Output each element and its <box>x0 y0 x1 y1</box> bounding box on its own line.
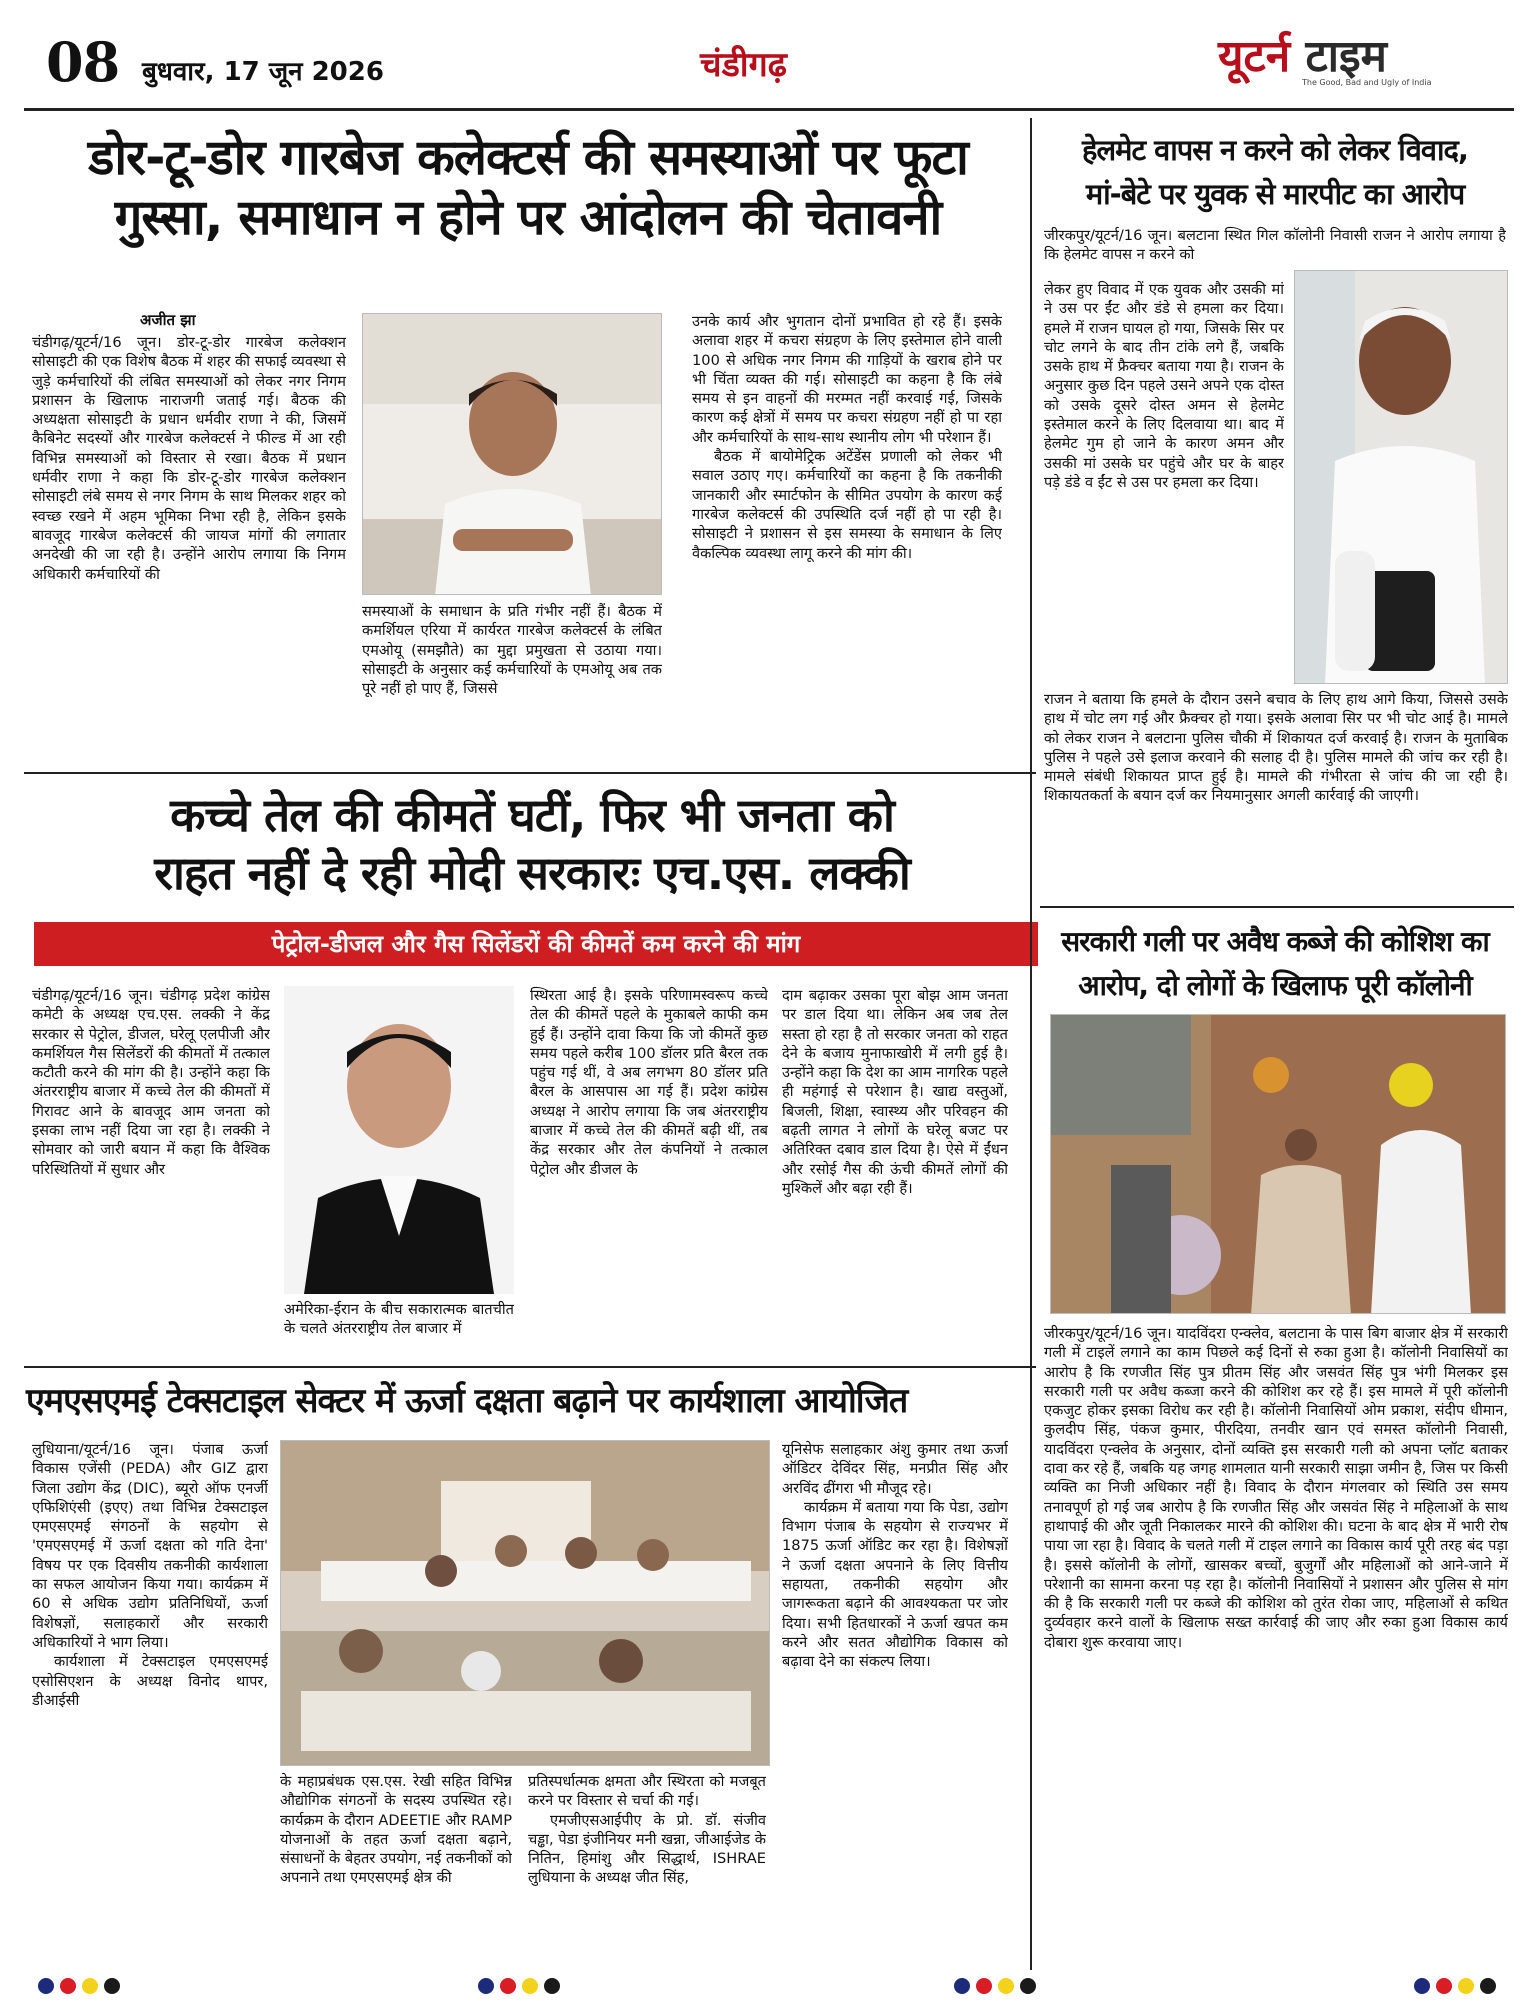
article2-photo <box>284 986 514 1294</box>
article2-column-4 <box>782 986 1008 1356</box>
article1-column-3 <box>692 312 1002 760</box>
article3-column-1 <box>32 1440 268 1968</box>
article2-headline <box>28 786 1036 902</box>
newspaper-logo <box>1218 32 1488 94</box>
article5-body <box>1044 1324 1508 1968</box>
header-rule <box>24 108 1514 111</box>
logo-word-right: टाइम <box>1305 31 1387 82</box>
article3-headline: एमएसएमई टेक्सटाइल सेक्टर में ऊर्जा दक्षता बढ़ाने पर कार्यशाला आयोजित <box>26 1381 908 1421</box>
article2-banner: पेट्रोल-डीजल और गैस सिलेंडरों की कीमतें कम करने की मांग <box>34 922 1038 966</box>
article3-col2-text: के महाप्रबंधक एस.एस. रेखी सहित विभिन्न औद्योगिक संगठनों के सदस्य उपस्थित रहे। कार्यक्रम के दौरान ADEETIE और RAMP योजनाओं के तहत ऊर्जा दक्षता बढ़ाने, संसाधनों के बेहतर उपयोग, नई तकनीकों को अपनाने तथा एमएसएमई क्षेत्र की <box>280 1773 512 1887</box>
article3-col1b-text: कार्यशाला में टेक्सटाइल एमएसएमई एसोसिएशन के अध्यक्ष विनोद थापर, डीआईसी <box>32 1653 268 1709</box>
colony-dispute-photo-icon <box>1051 1015 1506 1314</box>
footer-color-dots-far-right <box>1414 1978 1496 1994</box>
article1-byline: अजीत झा <box>140 311 196 329</box>
color-dot <box>60 1978 76 1994</box>
portrait-photo-icon <box>363 314 662 595</box>
article3-col4b-text: कार्यक्रम में बताया गया कि पेडा, उद्योग विभाग पंजाब के सहयोग से राज्यभर में 1875 ऊर्जा ऑडिट कर रहा है। विशेषज्ञों ने ऊर्जा दक्षता अपनाने के लिए वित्तीय सहायता, तकनीकी सहयोग और जागरूकता बढ़ाने की आवश्यकता पर जोर दिया। सभी हितधारकों ने ऊर्जा खपत कम करने और सतत औद्योगिक विकास को बढ़ावा देने का संकल्प लिया। <box>782 1498 1008 1671</box>
footer-color-dots-left <box>38 1978 120 1994</box>
article3-col3b-text: एमजीएसआईपीए के प्रो. डॉ. संजीव चड्ढा, पेडा इंजीनियर मनी खन्ना, जीआईजेड के नितिन, हिमांशु और सिद्धार्थ, ISHRAE लुधियाना के अध्यक्ष जीत सिंह, <box>528 1811 766 1887</box>
article4-col-narrow-text: लेकर हुए विवाद में एक युवक और उसकी मां ने उस पर ईंट और डंडे से हमला कर दिया। हमले में राजन घायल हो गया, जिसके सिर पर चोट लगने के बाद तीन टांके लगे हैं, जबकि उसके हाथ में फ्रैक्चर बताया गया है। राजन के अनुसार कुछ दिन पहले उसने अपने एक दोस्त को उसके दूसरे दोस्त अमन से हेलमेट इस्तेमाल करने के लिए दिलवाया था। बाद में हेलमेट गुम हो जाने के कारण अमन और उसकी मां उसके घर पहुंचे और घर के बाहर पड़े डंडे व ईंट से उस पर हमला कर दिया। <box>1044 281 1284 491</box>
color-dot <box>1458 1978 1474 1994</box>
portrait-photo-icon <box>284 986 514 1294</box>
article2-column-3 <box>530 986 768 1356</box>
article1-column-2 <box>362 602 662 760</box>
article3-col1-text: लुधियाना/यूटर्न/16 जून। पंजाब ऊर्जा विकास एजेंसी (PEDA) और GIZ द्वारा जिला उद्योग केंद्र (DIC), ब्यूरो ऑफ एनर्जी एफिशिएंसी (इएए) तथा विभिन्न टेक्सटाइल एमएसएमई संगठनों के सहयोग से 'एमएसएमई में ऊर्जा दक्षता को गति देना' विषय पर एक दिवसीय तकनीकी कार्यशाला का सफल आयोजन किया गया। कार्यक्रम में 60 से अधिक उद्योग प्रतिनिधियों, ऊर्जा विशेषज्ञों, सलाहकारों और सरकारी अधिकारियों ने भाग लिया। <box>32 1441 268 1651</box>
color-dot <box>500 1978 516 1994</box>
article3-column-4 <box>782 1440 1008 1968</box>
color-dot <box>1020 1978 1036 1994</box>
article1-headline-line2: गुस्सा, समाधान न होने पर आंदोलन की चेतावनी <box>114 189 942 246</box>
article4-column-full <box>1044 690 1508 890</box>
article2-bottom-rule <box>24 1366 1036 1368</box>
article3-column-2 <box>280 1772 512 1968</box>
logo-word-left: यूटर्न <box>1218 31 1291 82</box>
article2-col1-text: चंडीगढ़/यूटर्न/16 जून। चंडीगढ़ प्रदेश कांग्रेस कमेटी के अध्यक्ष एच.एस. लक्की ने केंद्र सरकार से पेट्रोल, डीजल, घरेलू एलपीजी और कमर्शियल गैस सिलेंडरों की कीमतों में तत्काल कटौती करने की मांग की है। उन्होंने कहा कि अंतरराष्ट्रीय बाजार में कच्चे तेल की कीमतों में गिरावट आने के बावजूद आम जनता को इसका लाभ नहीं दिया जा रहा है। लक्की ने सोमवार को जारी बयान में कहा कि वैश्विक परिस्थितियों में सुधार और <box>32 987 270 1178</box>
edition-city: चंडीगढ़ <box>700 45 787 85</box>
color-dot <box>1436 1978 1452 1994</box>
workshop-photo-icon <box>281 1441 770 1766</box>
article1-col1-text: चंडीगढ़/यूटर्न/16 जून। डोर-टू-डोर गारबेज कलेक्शन सोसाइटी की एक विशेष बैठक में शहर की सफाई व्यवस्था से जुड़े कर्मचारियों की लंबित समस्याओं को लेकर नगर निगम प्रशासन के खिलाफ नाराजगी जताई गई। बैठक की अध्यक्षता सोसाइटी के प्रधान धर्मवीर राणा ने की, जिसमें कैबिनेट सदस्यों और गारबेज कलेक्टर्स ने फील्ड में आ रही विभिन्न समस्याओं को विस्तार से रखा। बैठक में प्रधान धर्मवीर राणा ने कहा कि डोर-टू-डोर गारबेज कलेक्शन सोसाइटी लंबे समय से नगर निगम के साथ मिलकर शहर को स्वच्छ रखने में अहम भूमिका निभा रही है, लेकिन इसके बावजूद गारबेज कलेक्टर्स की जायज मांगों की लगातार अनदेखी की जा रही है। उन्होंने आरोप लगाया कि निगम अधिकारी कर्मचारियों की <box>32 334 346 583</box>
article4-bottom-rule <box>1040 906 1514 908</box>
color-dot <box>38 1978 54 1994</box>
article5-headline-line2: आरोप, दो लोगों के खिलाफ पूरी कॉलोनी <box>1078 969 1472 1002</box>
article1-bottom-rule <box>24 772 1036 774</box>
page-number: 08 <box>46 30 120 94</box>
article4-headline <box>1040 128 1510 216</box>
color-dot <box>478 1978 494 1994</box>
article5-body-text: जीरकपुर/यूटर्न/16 जून। यादविंदरा एन्क्लेव, बलटाना के पास बिग बाजार क्षेत्र में सरकारी गली में टाइलें लगाने का काम पिछले कई दिनों से रुका हुआ है। कॉलोनी निवासियों का आरोप है कि रणजीत सिंह पुत्र प्रीतम सिंह और जसवंत सिंह पुत्र भंगी मिलकर इस सरकारी गली पर अवैध कब्जा करने की कोशिश कर रहे हैं। इस मामले में पूरी कॉलोनी एकजुट होकर इसका विरोध कर रही है। कॉलोनी निवासियों ओम प्रकाश, संदीप धीमान, कुलदीप सिंह, पंकज कुमार, पीरदिया, तनवीर खान एवं समस्त कॉलोनी निवासी, यादविंदरा एन्क्लेव के अनुसार, दोनों व्यक्ति इस सरकारी गली को अपना प्लॉट बताकर दावा कर रहे हैं, जबकि यह जगह शामलात यानी सरकारी साझा जमीन है, जिस पर किसी व्यक्ति का निजी अधिकार नहीं है। विवाद के दौरान मंगलवार को स्थिति उस समय तनावपूर्ण हो गई जब आरोप है कि रणजीत सिंह और जसवंत सिंह ने महिलाओं के साथ हाथापाई की और जूती निकालकर मारने की कोशिश की। घटना के बाद क्षेत्र में भारी रोष पाया जा रहा है। विवाद के चलते गली में टाइल लगाने का विकास कार्य पूरी तरह बंद पड़ा है। इससे कॉलोनी के लोगों, खासकर बच्चों, बुजुर्गों और महिलाओं को आने-जाने में परेशानी का सामना करना पड़ रहा है। कॉलोनी निवासियों ने प्रशासन और पुलिस से मांग की है कि सरकारी गली पर कब्जे की कोशिश को तुरंत रोका जाए, महिलाओं से कथित दुर्व्यवहार करने वालों के खिलाफ सख्त कार्रवाई की जाए और रुका हुआ विकास कार्य दोबारा शुरू करवाया जाए। <box>1044 1325 1508 1651</box>
color-dot <box>82 1978 98 1994</box>
article4-headline-line2: मां-बेटे पर युवक से मारपीट का आरोप <box>1085 177 1465 211</box>
injured-person-photo-icon <box>1295 271 1508 684</box>
article5-headline-line1: सरकारी गली पर अवैध कब्जे की कोशिश का <box>1061 925 1489 958</box>
color-dot <box>544 1978 560 1994</box>
article1-col3a-text: उनके कार्य और भुगतान दोनों प्रभावित हो रहे हैं। इसके अलावा शहर में कचरा संग्रहण के लिए इस्तेमाल होने वाली 100 से अधिक नगर निगम की गाड़ियों के खराब होने पर भी चिंता व्यक्त की गई। सोसाइटी का कहना है कि लंबे समय से इन वाहनों की मरम्मत नहीं करवाई गई, जिसके कारण कई क्षेत्रों में समय पर कचरा संग्रहण नहीं हो पा रहा और कर्मचारियों के साथ-साथ स्थानीय लोग भी परेशान हैं। <box>692 313 1002 446</box>
article1-headline-line1: डोर-टू-डोर गारबेज कलेक्टर्स की समस्याओं पर फूटा <box>88 129 968 186</box>
article1-column-1 <box>32 333 346 759</box>
article4-intro-text: जीरकपुर/यूटर्न/16 जून। बलटाना स्थित गिल कॉलोनी निवासी राजन ने आरोप लगाया है कि हेलमेट वापस न करने को <box>1044 227 1506 264</box>
article4-photo <box>1294 270 1508 684</box>
color-dot <box>954 1978 970 1994</box>
article4-headline-line1: हेलमेट वापस न करने को लेकर विवाद, <box>1082 133 1468 167</box>
logo-tagline: The Good, Bad and Ugly of India <box>1302 78 1432 87</box>
article1-headline <box>28 128 1028 248</box>
article4-column-narrow <box>1044 280 1284 688</box>
color-dot <box>998 1978 1014 1994</box>
issue-date: बुधवार, 17 जून 2026 <box>142 57 384 87</box>
article2-headline-line2: राहत नहीं दे रही मोदी सरकारः एच.एस. लक्की <box>154 846 910 900</box>
article3-photo <box>280 1440 770 1766</box>
article2-column-1 <box>32 986 270 1356</box>
article2-headline-line1: कच्चे तेल की कीमतें घटीं, फिर भी जनता को <box>170 788 894 842</box>
article2-col4-text: दाम बढ़ाकर उसका पूरा बोझ आम जनता पर डाल दिया था। लेकिन अब जब तेल सस्ता हो रहा है तो सरकार जनता को राहत देने के बजाय मुनाफाखोरी में लगी हुई है। उन्होंने कहा कि देश का आम नागरिक पहले ही महंगाई से परेशान है। खाद्य वस्तुओं, बिजली, शिक्षा, स्वास्थ्य और परिवहन की बढ़ती लागत ने लोगों के घरेलू बजट पर अतिरिक्त दबाव डाल दिया है। ऐसे में ईंधन और रसोई गैस की ऊंची कीमतें लोगों की मुश्किलें और बढ़ा रही हैं। <box>782 987 1008 1197</box>
article2-col3-text: स्थिरता आई है। इसके परिणामस्वरूप कच्चे तेल की कीमतें पहले के मुकाबले काफी कम हुई हैं। उन्होंने दावा किया कि जो कीमतें कुछ समय पहले करीब 100 डॉलर प्रति बैरल तक पहुंच गई थीं, वे अब लगभग 80 डॉलर प्रति बैरल के आसपास आ गई हैं। प्रदेश कांग्रेस अध्यक्ष ने आरोप लगाया कि जब अंतरराष्ट्रीय बाजार में कच्चे तेल की कीमतें बढ़ी थीं, तब केंद्र सरकार और तेल कंपनियों ने तत्काल पेट्रोल और डीजल के <box>530 987 768 1178</box>
right-column-divider <box>1030 118 1032 1970</box>
color-dot <box>976 1978 992 1994</box>
article5-photo <box>1050 1014 1506 1314</box>
article3-col3-text: प्रतिस्पर्धात्मक क्षमता और स्थिरता को मजबूत करने पर विस्तार से चर्चा की गई। <box>528 1773 766 1810</box>
color-dot <box>104 1978 120 1994</box>
article1-photo <box>362 313 662 595</box>
article1-col3b-text: बैठक में बायोमेट्रिक अटेंडेंस प्रणाली को लेकर भी सवाल उठाए गए। कर्मचारियों का कहना है कि तकनीकी जानकारी और स्मार्टफोन के सीमित उपयोग के कारण कई गारबेज कलेक्टर्स की उपस्थिति दर्ज नहीं हो पा रही है। सोसाइटी ने प्रशासन से इस समस्या के समाधान के लिए वैकल्पिक व्यवस्था लागू करने की मांग की। <box>692 448 1002 562</box>
article1-col2-text: समस्याओं के समाधान के प्रति गंभीर नहीं हैं। बैठक में कमर्शियल एरिया में कार्यरत गारबेज कलेक्टर्स के लंबित एमओयू (समझौते) का मुद्दा प्रमुखता से उठाया गया। सोसाइटी के अनुसार कई कर्मचारियों के एमओयू अब तक पूरे नहीं हो पाए हैं, जिससे <box>362 603 662 698</box>
color-dot <box>1414 1978 1430 1994</box>
article2-col2-text: अमेरिका-ईरान के बीच सकारात्मक बातचीत के चलते अंतरराष्ट्रीय तेल बाजार में <box>284 1301 514 1338</box>
color-dot <box>1480 1978 1496 1994</box>
footer-color-dots-right <box>954 1978 1036 1994</box>
article2-column-2 <box>284 1300 514 1356</box>
article3-col4a-text: यूनिसेफ सलाहकार अंशु कुमार तथा ऊर्जा ऑडिटर देविंदर सिंह, मनप्रीत सिंह और अरविंद ढींगरा भी मौजूद रहे। <box>782 1441 1008 1497</box>
article4-col-full-text: राजन ने बताया कि हमले के दौरान उसने बचाव के लिए हाथ आगे किया, जिससे उसके हाथ में चोट लग गई और फ्रैक्चर हो गया। इसके अलावा सिर पर भी चोट आई है। मामले को लेकर राजन ने बलटाना पुलिस चौकी में शिकायत दर्ज करवाई है। राजन के मुताबिक पुलिस ने पहले उसे इलाज करवाने की सलाह दी है। पुलिस मामले की जांच कर रही है। मामले संबंधी शिकायत प्राप्त हुई है। मामले की गंभीरता से जांच की जा रही है। शिकायतकर्ता के बयान दर्ज कर नियमानुसार अगली कार्रवाई की जाएगी। <box>1044 691 1508 805</box>
masthead <box>0 0 1536 112</box>
article3-column-3 <box>528 1772 766 1968</box>
color-dot <box>522 1978 538 1994</box>
footer-color-dots-center <box>478 1978 560 1994</box>
